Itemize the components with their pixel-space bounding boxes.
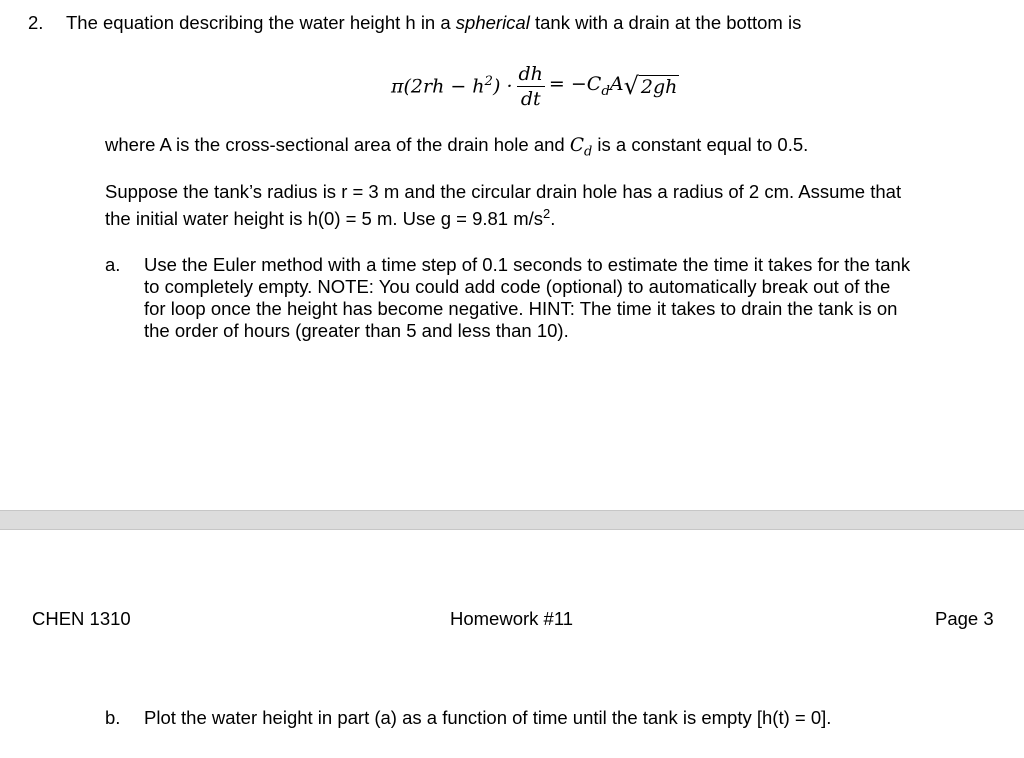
- suppose-line-1: Suppose the tank’s radius is r = 3 m and the circular drain hole has a radius of 2 cm. Assume that: [105, 181, 902, 202]
- question-intro: The equation describing the water height h in a spherical tank with a drain at the bottom is: [66, 12, 802, 33]
- part-a-line-3: for loop once the height has become negative. HINT: The time it takes to drain the tank is on: [144, 298, 898, 319]
- footer-title: Homework #11: [450, 608, 574, 629]
- page-separator: [0, 510, 1024, 530]
- equation: $\pi(2rh - h^2)$ · $\frac{dh}{dt}$ = $-C_dA$ √ 2gh: [391, 62, 678, 110]
- part-b-text: Plot the water height in part (a) as a function of time until the tank is empty [h(t) = 0].: [144, 707, 832, 728]
- square-root: √ 2gh: [623, 72, 678, 100]
- derivative-fraction: $\frac{dh}{dt}$: [518, 62, 543, 110]
- part-a-line-2: to completely empty. NOTE: You could add code (optional) to automatically break out of the: [144, 276, 891, 297]
- part-b-label: b.: [105, 707, 121, 728]
- part-a-line-1: Use the Euler method with a time step of 0.1 seconds to estimate the time it takes for the tank: [144, 254, 911, 275]
- part-a-line-4: the order of hours (greater than 5 and less than 10).: [144, 320, 569, 341]
- where-line: where A is the cross-sectional area of the drain hole and $C_d$ is a constant equal to 0.5.: [105, 134, 809, 160]
- footer-page-number: Page 3: [935, 608, 994, 629]
- part-a-label: a.: [105, 254, 121, 275]
- suppose-line-2: the initial water height is h(0) = 5 m. Use g = 9.81 $m/s^2$.: [105, 206, 556, 230]
- question-number: 2.: [28, 12, 44, 33]
- footer-course: CHEN 1310: [32, 608, 131, 629]
